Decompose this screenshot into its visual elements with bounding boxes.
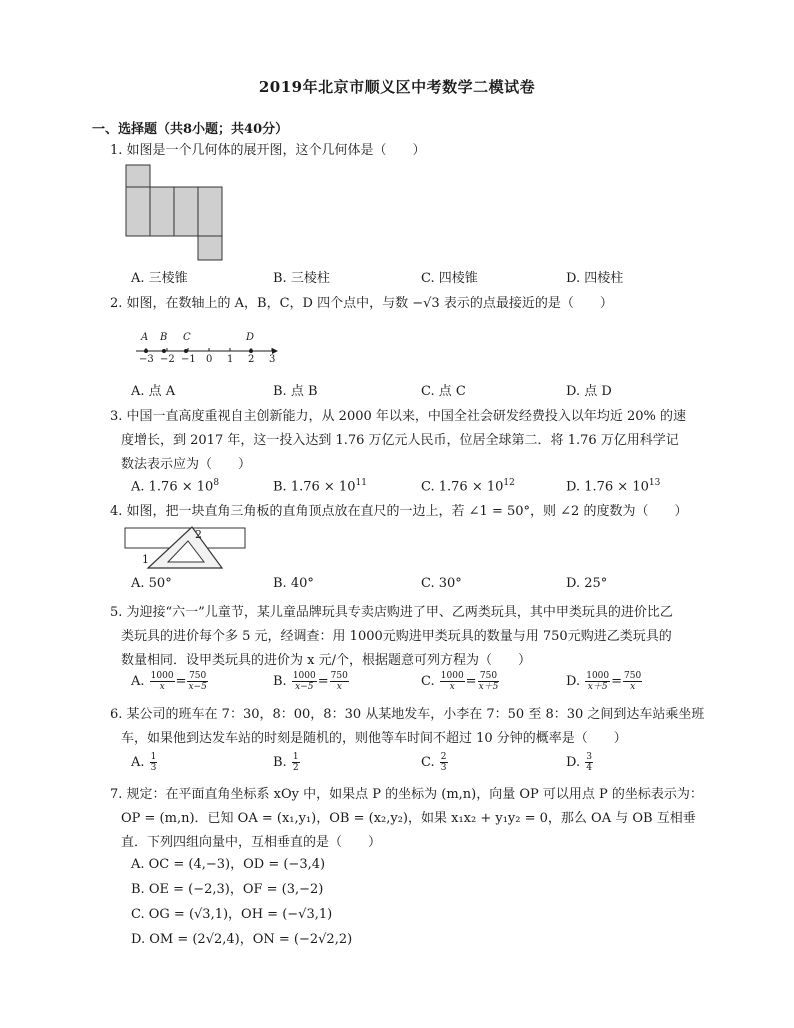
question-3	[110, 405, 710, 477]
number-line-figure	[132, 326, 282, 364]
question-2-text: 2. 如图，在数轴上的 A，B，C，D 四个点中，与数 −√3 表示的点最接近的是（ ）	[110, 296, 613, 311]
question-5-options	[131, 671, 731, 699]
q5-option-d[interactable]: D. $\frac{1000}{x+5}$ = $\frac{750}{x}$	[566, 671, 642, 692]
question-1-text: 1. 如图是一个几何体的展开图，这个几何体是（ ）	[110, 143, 426, 158]
q6-option-c[interactable]: C. $\frac{2}{3}$	[421, 752, 447, 773]
q4-option-b[interactable]: B. 40°	[273, 576, 314, 591]
q5-option-b[interactable]: B. $\frac{1000}{x-5}$ = $\frac{750}{x}$	[273, 671, 348, 692]
q4-option-a[interactable]: A. 50°	[131, 576, 172, 591]
q1-option-d[interactable]: D. 四棱柱	[566, 271, 624, 286]
q4-option-c[interactable]: C. 30°	[421, 576, 462, 591]
question-4	[110, 500, 710, 524]
question-3-line-2: 度增长，到 2017 年，这一投入达到 1.76 万亿元人民币，位居全球第二．将 1.76 万亿用科学记	[121, 433, 679, 448]
question-7-line-3: 直．下列四组向量中，互相垂直的是（ ）	[121, 835, 382, 850]
question-3-options	[131, 478, 731, 500]
tick-label: 3	[269, 354, 276, 364]
q5-option-c[interactable]: C. $\frac{1000}{x}$ = $\frac{750}{x+5}$	[421, 671, 499, 692]
question-1	[110, 139, 710, 163]
question-5-line-3: 数量相同．设甲类玩具的进价为 x 元/个，根据题意可列方程为（ ）	[121, 653, 531, 668]
net-side-face-1	[126, 187, 150, 236]
q3-option-c[interactable]: C. $1.76 \times 10^{12}$	[421, 478, 515, 495]
section-heading: 一、选择题（共8小题；共40分）	[92, 122, 289, 137]
question-5	[110, 601, 710, 673]
q5-option-a[interactable]: A. $\frac{1000}{x}$ = $\frac{750}{x-5}$	[131, 671, 207, 692]
tick-label: 1	[227, 354, 234, 364]
tick-label: 0	[206, 354, 213, 364]
tick-label: −2	[160, 354, 175, 364]
tick-label: 2	[248, 354, 255, 364]
question-7	[110, 783, 710, 855]
net-side-face-2	[150, 187, 174, 236]
q2-option-d[interactable]: D. 点 D	[566, 384, 612, 399]
net-top-face	[126, 165, 150, 187]
tick-label: −3	[139, 354, 154, 364]
page-title: 2019年北京市顺义区中考数学二模试卷	[258, 78, 536, 96]
ruler-triangle-figure	[122, 524, 250, 572]
point-a-label: A	[141, 332, 149, 343]
q2-option-a[interactable]: A. 点 A	[131, 384, 176, 399]
question-6-options	[131, 752, 731, 780]
angle-2-label: 2	[195, 528, 202, 541]
q3-option-d[interactable]: D. $1.76 \times 10^{13}$	[566, 478, 661, 495]
question-1-options	[131, 267, 731, 289]
question-7-line-2: OP = (m,n)．已知 OA = (x₁,y₁)，OB = (x₂,y₂)，如果 x₁x₂ + y₁y₂ = 0，那么 OA 与 OB 互相垂	[121, 811, 696, 826]
q2-option-b[interactable]: B. 点 B	[273, 384, 318, 399]
tick-label: −1	[181, 354, 196, 364]
q6-option-d[interactable]: D. $\frac{3}{4}$	[566, 752, 592, 773]
q6-option-a[interactable]: A. $\frac{1}{3}$	[131, 752, 157, 773]
point-a-dot	[144, 349, 148, 353]
question-5-line-2: 类玩具的进价每个多 5 元，经调查：用 1000元购进甲类玩具的数量与用 750元购进乙类玩具的	[121, 629, 672, 644]
q7-option-c[interactable]: C. OG = (√3,1)，OH = (−√3,1)	[131, 907, 333, 922]
question-4-text: 4. 如图，把一块直角三角板的直角顶点放在直尺的一边上，若 ∠1 = 50°，则 ∠2 的度数为（ ）	[110, 504, 688, 519]
question-3-line-1: 3. 中国一直高度重视自主创新能力，从 2000 年以来，中国全社会研发经费投入以年均近 20% 的速	[110, 409, 687, 424]
q3-option-b[interactable]: B. $1.76 \times 10^{11}$	[273, 478, 367, 495]
question-7-line-1: 7. 规定：在平面直角坐标系 xOy 中，如果点 P 的坐标为 (m,n)，向量 OP 可以用点 P 的坐标表示为：	[110, 787, 703, 802]
question-4-options	[131, 576, 731, 598]
point-c-label: C	[183, 332, 191, 343]
point-c-dot	[184, 349, 188, 353]
angle-1-label: 1	[142, 553, 149, 566]
question-5-line-1: 5. 为迎接“六一”儿童节，某儿童品牌玩具专卖店购进了甲、乙两类玩具，其中甲类玩具的进价比乙	[110, 605, 673, 620]
net-figure	[125, 164, 225, 262]
q1-option-a[interactable]: A. 三棱锥	[131, 271, 188, 286]
net-side-face-4	[198, 187, 222, 236]
point-d-label: D	[246, 332, 255, 343]
q7-option-d[interactable]: D. OM = (2√2,4)，ON = (−2√2,2)	[131, 932, 353, 947]
q2-option-c[interactable]: C. 点 C	[421, 384, 466, 399]
question-6-line-2: 车，如果他到达发车站的时刻是随机的，则他等车时间不超过 10 分钟的概率是（ ）	[121, 731, 627, 746]
q1-option-c[interactable]: C. 四棱锥	[421, 271, 478, 286]
net-side-face-3	[174, 187, 198, 236]
point-b-label: B	[160, 332, 168, 343]
q3-option-a[interactable]: A. $1.76 \times 10^8$	[131, 478, 220, 495]
q7-option-a[interactable]: A. OC = (4,−3)，OD = (−3,4)	[131, 857, 326, 872]
q1-option-b[interactable]: B. 三棱柱	[273, 271, 330, 286]
q4-option-d[interactable]: D. 25°	[566, 576, 608, 591]
question-7-options	[131, 852, 352, 952]
question-6	[110, 703, 710, 751]
q7-option-b[interactable]: B. OE = (−2,3)，OF = (3,−2)	[131, 882, 324, 897]
question-2	[110, 292, 710, 316]
q6-option-b[interactable]: B. $\frac{1}{2}$	[273, 752, 299, 773]
net-bottom-face	[198, 236, 222, 260]
question-2-options	[131, 380, 731, 402]
question-3-line-3: 数法表示应为（ ）	[121, 457, 252, 472]
point-b-dot	[162, 349, 166, 353]
point-d-dot	[249, 349, 253, 353]
question-6-line-1: 6. 某公司的班车在 7：30，8：00，8：30 从某地发车，小李在 7：50 至 8：30 之间到达车站乘坐班	[110, 707, 705, 722]
